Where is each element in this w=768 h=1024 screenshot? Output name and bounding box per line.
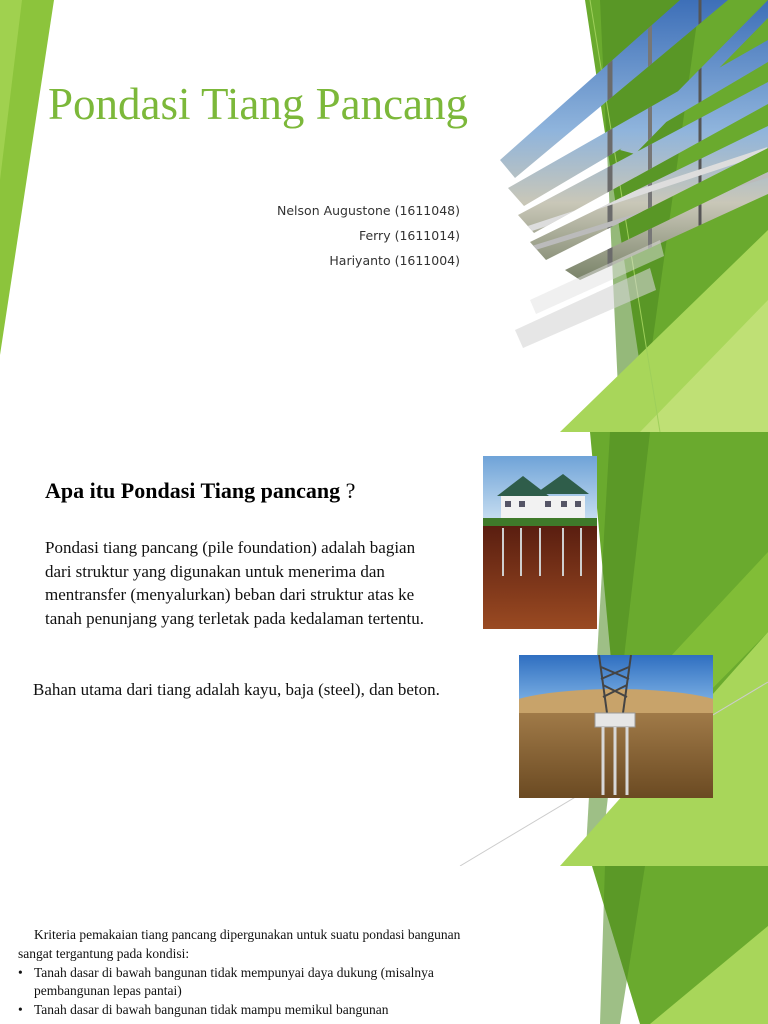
materials-text: Bahan utama dari tiang adalah kayu, baja (steel), dan beton. xyxy=(33,680,440,699)
question-heading-bold: Apa itu Pondasi Tiang pancang xyxy=(45,478,341,503)
criteria-list xyxy=(18,964,488,1020)
definition-slide xyxy=(0,432,768,866)
definition-text: Pondasi tiang pancang (pile foundation) adalah bagian dari struktur yang digunakan untuk menerima dan mentransfer (menyalurkan) beban dari struktur atas ke tanah penunjang yang terletak pada kedalaman tertentu. xyxy=(45,538,425,628)
title-slide xyxy=(0,0,768,432)
author-name: Nelson Augustone (1611048) xyxy=(277,203,460,218)
question-heading xyxy=(45,478,355,504)
author-list xyxy=(277,198,460,273)
presentation-title: Pondasi Tiang Pancang xyxy=(48,79,469,129)
author-name: Ferry (1611014) xyxy=(358,228,460,243)
author-name: Hariyanto (1611004) xyxy=(329,253,460,268)
criteria-slide xyxy=(0,866,768,1024)
criteria-intro: Kriteria pemakaian tiang pancang dipergunakan untuk suatu pondasi bangunan sangat tergantung pada kondisi: xyxy=(18,927,461,961)
question-mark: ? xyxy=(340,478,356,503)
criteria-item: • Tanah dasar di bawah bangunan tidak mempunyai daya dukung (misalnya pembangunan lepas pantai) xyxy=(18,964,488,1002)
house-foundation-image xyxy=(483,456,597,629)
criteria-item: • Tanah dasar di bawah bangunan tidak mampu memikul bangunan xyxy=(18,1001,488,1020)
criteria-text xyxy=(18,926,488,1020)
tower-pile-image xyxy=(519,655,713,798)
